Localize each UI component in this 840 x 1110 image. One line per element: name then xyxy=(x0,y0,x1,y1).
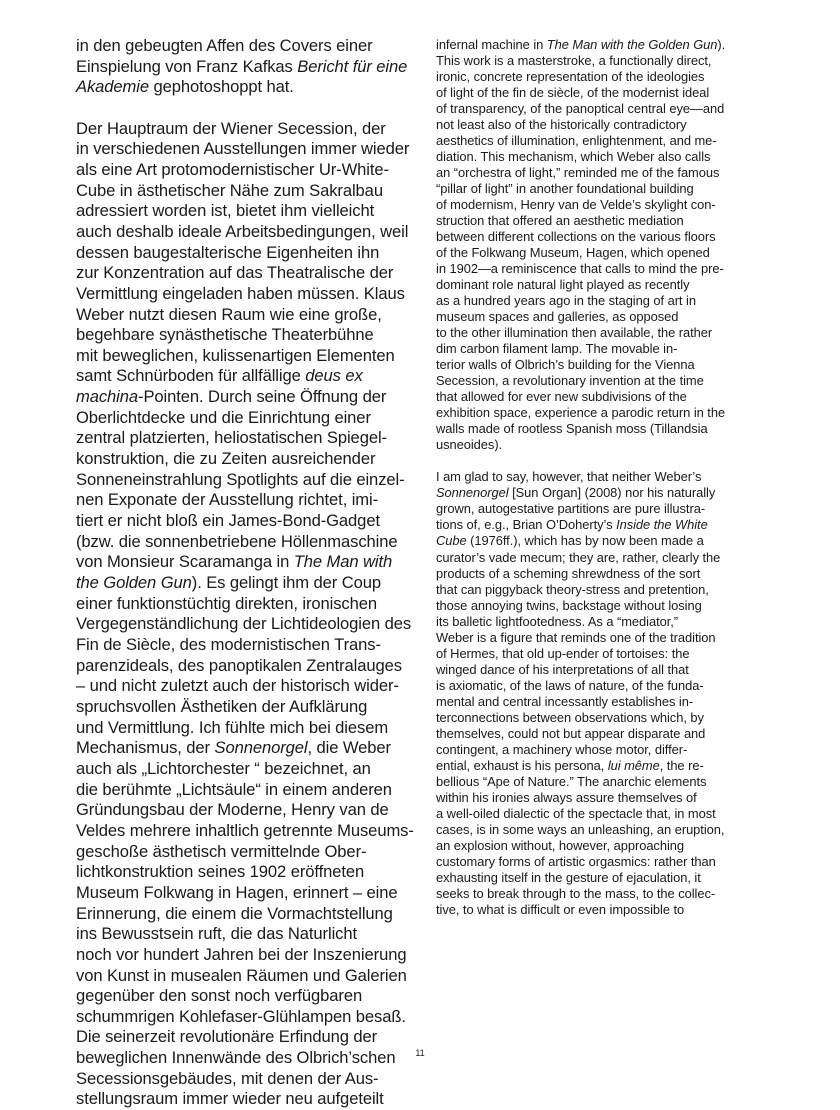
text-run: Fin de Siècle, des modernistischen Trans- xyxy=(76,635,381,655)
text-run: Cube in ästhetischer Nähe zum Sakralbau xyxy=(76,180,383,200)
text-line xyxy=(76,449,421,470)
text-line xyxy=(76,862,421,883)
text-line xyxy=(76,635,421,656)
paragraph-gap xyxy=(76,98,421,119)
text-line xyxy=(76,222,421,243)
text-run: of Hermes, that old up-ender of tortoises: the xyxy=(436,645,690,661)
text-line xyxy=(436,662,766,678)
text-run: begehbare synästhetische Theaterbühne xyxy=(76,325,374,345)
text-run: ential, exhaust is his persona, xyxy=(436,757,608,773)
text-run: Die seinerzeit revolutionäre Erfindung der xyxy=(76,1027,378,1047)
text-line xyxy=(436,69,766,85)
text-line xyxy=(76,718,421,739)
text-line xyxy=(76,325,421,346)
italic-title: Bericht für eine xyxy=(297,56,408,76)
italic-title: The Man with xyxy=(293,552,393,572)
text-run: curator’s vade mecum; they are, rather, clearly the xyxy=(436,549,721,565)
text-line xyxy=(436,341,766,357)
text-line xyxy=(76,532,421,553)
text-run: dominant role natural light played as recently xyxy=(436,277,690,293)
text-run: Secessionsgebäudes, mit denen der Aus- xyxy=(76,1068,379,1088)
text-run: Oberlichtdecke und die Einrichtung einer xyxy=(76,407,371,427)
text-line xyxy=(436,357,766,373)
text-line xyxy=(436,614,766,630)
text-run: in den gebeugten Affen des Covers einer xyxy=(76,36,373,55)
text-run: zur Konzentration auf das Theatralische der xyxy=(76,263,394,283)
paragraph xyxy=(436,37,766,453)
text-line xyxy=(436,886,766,902)
text-run: geschoße ästhetisch vermittelnde Ober- xyxy=(76,841,367,861)
text-line xyxy=(436,854,766,870)
text-line xyxy=(76,614,421,635)
text-run: infernal machine in xyxy=(436,37,547,52)
text-line xyxy=(76,346,421,367)
text-run: auch deshalb ideale Arbeitsbedingungen, weil xyxy=(76,221,409,241)
italic-title: Sonnenorgel xyxy=(214,738,308,758)
italic-title: Sonnenorgel xyxy=(436,485,509,501)
text-line xyxy=(436,646,766,662)
text-line xyxy=(436,85,766,101)
italic-title: the Golden Gun xyxy=(76,573,192,593)
text-line xyxy=(76,904,421,925)
text-run: von Kunst in musealen Räumen und Galerien xyxy=(76,965,407,985)
text-line xyxy=(436,197,766,213)
text-line xyxy=(436,101,766,117)
text-line xyxy=(436,373,766,389)
text-run: diation. This mechanism, which Weber also calls xyxy=(436,149,711,165)
text-line xyxy=(76,1027,421,1048)
text-line xyxy=(436,517,766,533)
text-line xyxy=(436,165,766,181)
text-line xyxy=(76,883,421,904)
text-line xyxy=(76,77,421,98)
text-line xyxy=(436,710,766,726)
text-line xyxy=(436,133,766,149)
text-run: of transparency, of the panoptical central eye—and xyxy=(436,101,725,117)
text-line xyxy=(76,511,421,532)
text-run: spruchsvollen Ästhetiken der Aufklärung xyxy=(76,696,368,716)
text-line xyxy=(436,758,766,774)
text-line xyxy=(76,986,421,1007)
text-line xyxy=(76,821,421,842)
text-run: konstruktion, die zu Zeiten ausreichender xyxy=(76,449,376,469)
text-run: “pillar of light” in another foundational building xyxy=(436,181,694,197)
text-run: [Sun Organ] (2008) nor his naturally xyxy=(508,485,716,501)
text-run: Sonneneinstrahlung Spotlights auf die einzel- xyxy=(76,469,405,489)
text-run: aesthetics of illumination, enlightenment, and me- xyxy=(436,133,717,149)
text-run: seeks to break through to the mass, to the collec- xyxy=(436,885,716,901)
text-run: Secession, a revolutionary invention at the time xyxy=(436,373,704,389)
text-run: ins Bewusstsein ruft, die das Naturlicht xyxy=(76,924,357,944)
text-run: its balletic lightfootedness. As a “mediator,” xyxy=(436,613,679,629)
text-run: beweglichen Innenwände des Olbrich’schen xyxy=(76,1048,396,1068)
text-run: an explosion without, however, approaching xyxy=(436,837,685,853)
text-line xyxy=(76,160,421,181)
text-run: usneoides). xyxy=(436,437,503,453)
text-line xyxy=(436,117,766,133)
text-run: -Pointen. Durch seine Öffnung der xyxy=(138,387,387,407)
text-line xyxy=(76,408,421,429)
text-line xyxy=(76,924,421,945)
italic-title: Cube xyxy=(436,533,467,549)
text-run: – und nicht zuletzt auch der historisch wider- xyxy=(76,676,399,696)
text-run: gegenüber den sonst noch verfügbaren xyxy=(76,986,363,1006)
text-line xyxy=(436,293,766,309)
text-line xyxy=(76,780,421,801)
paragraph xyxy=(436,469,766,917)
text-run: that can piggyback theory-stress and pretention, xyxy=(436,581,709,597)
text-run: nen Exponate der Ausstellung richtet, imi- xyxy=(76,490,379,510)
text-line xyxy=(76,1089,421,1110)
text-line xyxy=(436,774,766,790)
text-line xyxy=(436,598,766,614)
text-line xyxy=(436,822,766,838)
text-run: is axiomatic, of the laws of nature, of the funda- xyxy=(436,677,704,693)
text-run: stellungsraum immer wieder neu aufgeteilt xyxy=(76,1089,384,1109)
text-line xyxy=(436,405,766,421)
text-run: to the other illumination then available, the rather xyxy=(436,325,713,341)
text-run: adressiert worden ist, bietet ihm vielleicht xyxy=(76,201,375,221)
text-line xyxy=(76,428,421,449)
text-run: as a hundred years ago in the staging of art in xyxy=(436,293,696,309)
text-line xyxy=(436,389,766,405)
text-line xyxy=(436,325,766,341)
text-line xyxy=(76,181,421,202)
text-line xyxy=(76,573,421,594)
text-line xyxy=(436,309,766,325)
text-run: Vergegenständlichung der Lichtideologien des xyxy=(76,614,412,634)
text-run: gephotoshoppt hat. xyxy=(149,77,294,97)
text-run: Museum Folkwang in Hagen, erinnert – eine xyxy=(76,882,398,902)
paragraph-gap xyxy=(436,453,766,469)
text-run: not least also of the historically contradictory xyxy=(436,117,687,133)
text-run: mit beweglichen, kulissenartigen Elementen xyxy=(76,345,395,365)
text-line xyxy=(76,470,421,491)
text-line xyxy=(76,1069,421,1090)
text-run: dim carbon filament lamp. The movable in- xyxy=(436,341,678,357)
italic-title: machina xyxy=(76,387,139,407)
text-run: und Vermittlung. Ich fühlte mich bei diesem xyxy=(76,717,389,737)
text-run: ). Es gelingt ihm der Coup xyxy=(191,573,382,593)
text-line xyxy=(76,594,421,615)
text-run: products of a scheming shrewdness of the sort xyxy=(436,565,701,581)
text-run: von Monsieur Scaramanga in xyxy=(76,552,294,572)
text-run: contingent, a machinery whose motor, differ- xyxy=(436,741,688,757)
text-run: themselves, could not but appear disparate and xyxy=(436,725,706,741)
text-run: ). xyxy=(717,37,726,52)
text-line xyxy=(436,726,766,742)
text-run: cases, is in some ways an unleashing, an eruption, xyxy=(436,821,725,837)
text-line xyxy=(436,261,766,277)
text-run: terior walls of Olbrich’s building for the Vienna xyxy=(436,357,695,373)
italic-title: lui même xyxy=(607,757,660,773)
text-run: zentral platzierten, heliostatischen Spiegel- xyxy=(76,428,387,448)
text-line xyxy=(436,742,766,758)
text-line xyxy=(436,181,766,197)
text-run: Gründungsbau der Moderne, Henry van de xyxy=(76,800,389,820)
text-run: terconnections between observations which, by xyxy=(436,709,704,725)
text-run: winged dance of his interpretations of all that xyxy=(436,661,689,677)
german-text-column xyxy=(76,36,421,1110)
paragraph xyxy=(76,119,421,1110)
text-run: tions of, e.g., Brian O’Doherty’s xyxy=(436,517,617,533)
text-run: dessen baugestalterische Eigenheiten ihn xyxy=(76,242,380,262)
italic-title: The Man with the Golden Gun xyxy=(546,37,718,52)
text-line xyxy=(436,630,766,646)
text-line xyxy=(76,800,421,821)
text-line xyxy=(436,501,766,517)
italic-title: deus ex xyxy=(305,366,363,386)
text-line xyxy=(436,149,766,165)
text-run: Weber nutzt diesen Raum wie eine große, xyxy=(76,304,382,324)
text-line xyxy=(76,387,421,408)
text-line xyxy=(436,229,766,245)
text-run: customary forms of artistic orgasmics: rather than xyxy=(436,853,716,869)
text-run: those annoying twins, backstage without losing xyxy=(436,597,702,613)
text-run: Weber is a figure that reminds one of the tradition xyxy=(436,629,716,645)
text-line xyxy=(76,284,421,305)
text-run: mental and central incessantly establishes in- xyxy=(436,693,694,709)
text-line xyxy=(76,1007,421,1028)
text-line xyxy=(76,842,421,863)
text-line xyxy=(436,533,766,549)
text-line xyxy=(436,550,766,566)
text-line xyxy=(76,366,421,387)
text-run: grown, autogestative partitions are pure illustra- xyxy=(436,501,706,517)
text-run: that allowed for ever new subdivisions of the xyxy=(436,389,687,405)
text-run: als eine Art protomodernistischer Ur-White- xyxy=(76,159,389,179)
text-run: (bzw. die sonnenbetriebene Höllenmaschine xyxy=(76,531,398,551)
text-line xyxy=(76,676,421,697)
text-run: schummrigen Kohlefaser-Glühlampen besaß. xyxy=(76,1006,406,1026)
text-line xyxy=(436,485,766,501)
italic-title: Akademie xyxy=(76,77,149,97)
text-line xyxy=(436,37,766,53)
text-run: in verschiedenen Ausstellungen immer wieder xyxy=(76,139,410,159)
text-line xyxy=(76,243,421,264)
text-line xyxy=(76,966,421,987)
text-run: noch vor hundert Jahren bei der Inszenierung xyxy=(76,944,407,964)
text-run: einer funktionstüchtig direkten, ironischen xyxy=(76,593,378,613)
text-line xyxy=(436,53,766,69)
text-run: samt Schnürboden für allfällige xyxy=(76,366,306,386)
text-line xyxy=(76,656,421,677)
text-run: ironic, concrete representation of the ideologies xyxy=(436,69,705,85)
text-run: , die Weber xyxy=(307,738,391,758)
page-number: 11 xyxy=(415,1048,425,1058)
english-text-column xyxy=(436,37,766,918)
text-run: auch als „Lichtorchester “ bezeichnet, an xyxy=(76,758,371,778)
italic-title: Inside the White xyxy=(616,517,708,533)
text-run: exhibition space, experience a parodic return in the xyxy=(436,405,726,421)
text-line xyxy=(76,57,421,78)
paragraph xyxy=(76,36,421,98)
text-run: of the Folkwang Museum, Hagen, which opened xyxy=(436,245,710,261)
text-line xyxy=(76,552,421,573)
text-line xyxy=(436,678,766,694)
text-run: Erinnerung, die einem die Vormachtstellung xyxy=(76,903,393,923)
text-run: , the re- xyxy=(659,757,704,773)
text-run: between different collections on the various floors xyxy=(436,229,716,245)
text-line xyxy=(76,738,421,759)
text-run: Der Hauptraum der Wiener Secession, der xyxy=(76,118,386,138)
text-line xyxy=(436,806,766,822)
text-run: tive, to what is difficult or even impossible to xyxy=(436,901,685,917)
text-line xyxy=(436,469,766,485)
text-run: in 1902—a reminiscence that calls to mind the pre- xyxy=(436,261,724,277)
text-line xyxy=(76,119,421,140)
text-run: Veldes mehrere inhaltlich getrennte Museums- xyxy=(76,820,414,840)
text-run: exhausting itself in the gesture of ejaculation, it xyxy=(436,869,701,885)
text-run: This work is a masterstroke, a functionally direct, xyxy=(436,53,712,69)
text-line xyxy=(76,36,421,57)
text-line xyxy=(76,759,421,780)
text-run: struction that offered an aesthetic mediation xyxy=(436,213,684,229)
text-line xyxy=(76,139,421,160)
text-line xyxy=(436,277,766,293)
text-line xyxy=(436,694,766,710)
text-line xyxy=(436,902,766,918)
text-line xyxy=(436,790,766,806)
text-run: I am glad to say, however, that neither Weber’s xyxy=(436,469,702,485)
text-run: tiert er nicht bloß ein James-Bond-Gadget xyxy=(76,511,380,531)
text-run: die berühmte „Lichtsäule“ in einem anderen xyxy=(76,779,392,799)
text-run: Mechanismus, der xyxy=(76,738,215,758)
text-line xyxy=(76,263,421,284)
text-line xyxy=(76,490,421,511)
text-run: of modernism, Henry van de Velde’s skylight con- xyxy=(436,197,716,213)
text-run: bellious “Ape of Nature.” The anarchic elements xyxy=(436,773,707,789)
text-run: Einspielung von Franz Kafkas xyxy=(76,56,298,76)
text-line xyxy=(436,421,766,437)
text-run: within his ironies always assure themselves of xyxy=(436,789,697,805)
text-line xyxy=(76,305,421,326)
text-run: (1976ff.), which has by now been made a xyxy=(466,533,704,549)
text-line xyxy=(76,201,421,222)
text-line xyxy=(436,870,766,886)
text-run: of light of the fin de siècle, of the modernist ideal xyxy=(436,85,710,101)
text-line xyxy=(436,838,766,854)
text-line xyxy=(76,697,421,718)
text-run: a well-oiled dialectic of the spectacle that, in most xyxy=(436,805,716,821)
text-run: lichtkonstruktion seines 1902 eröffneten xyxy=(76,862,365,882)
text-line xyxy=(436,213,766,229)
text-line xyxy=(436,437,766,453)
text-line xyxy=(436,245,766,261)
text-line xyxy=(436,582,766,598)
text-run: Vermittlung eingeladen haben müssen. Klaus xyxy=(76,283,405,303)
text-run: an “orchestra of light,” reminded me of the famous xyxy=(436,165,720,181)
text-run: museum spaces and galleries, as opposed xyxy=(436,309,679,325)
text-run: walls made of rootless Spanish moss (Tillandsia xyxy=(436,421,708,437)
text-line xyxy=(76,945,421,966)
text-line xyxy=(436,566,766,582)
text-run: parenzideals, des panoptikalen Zentralauges xyxy=(76,655,402,675)
